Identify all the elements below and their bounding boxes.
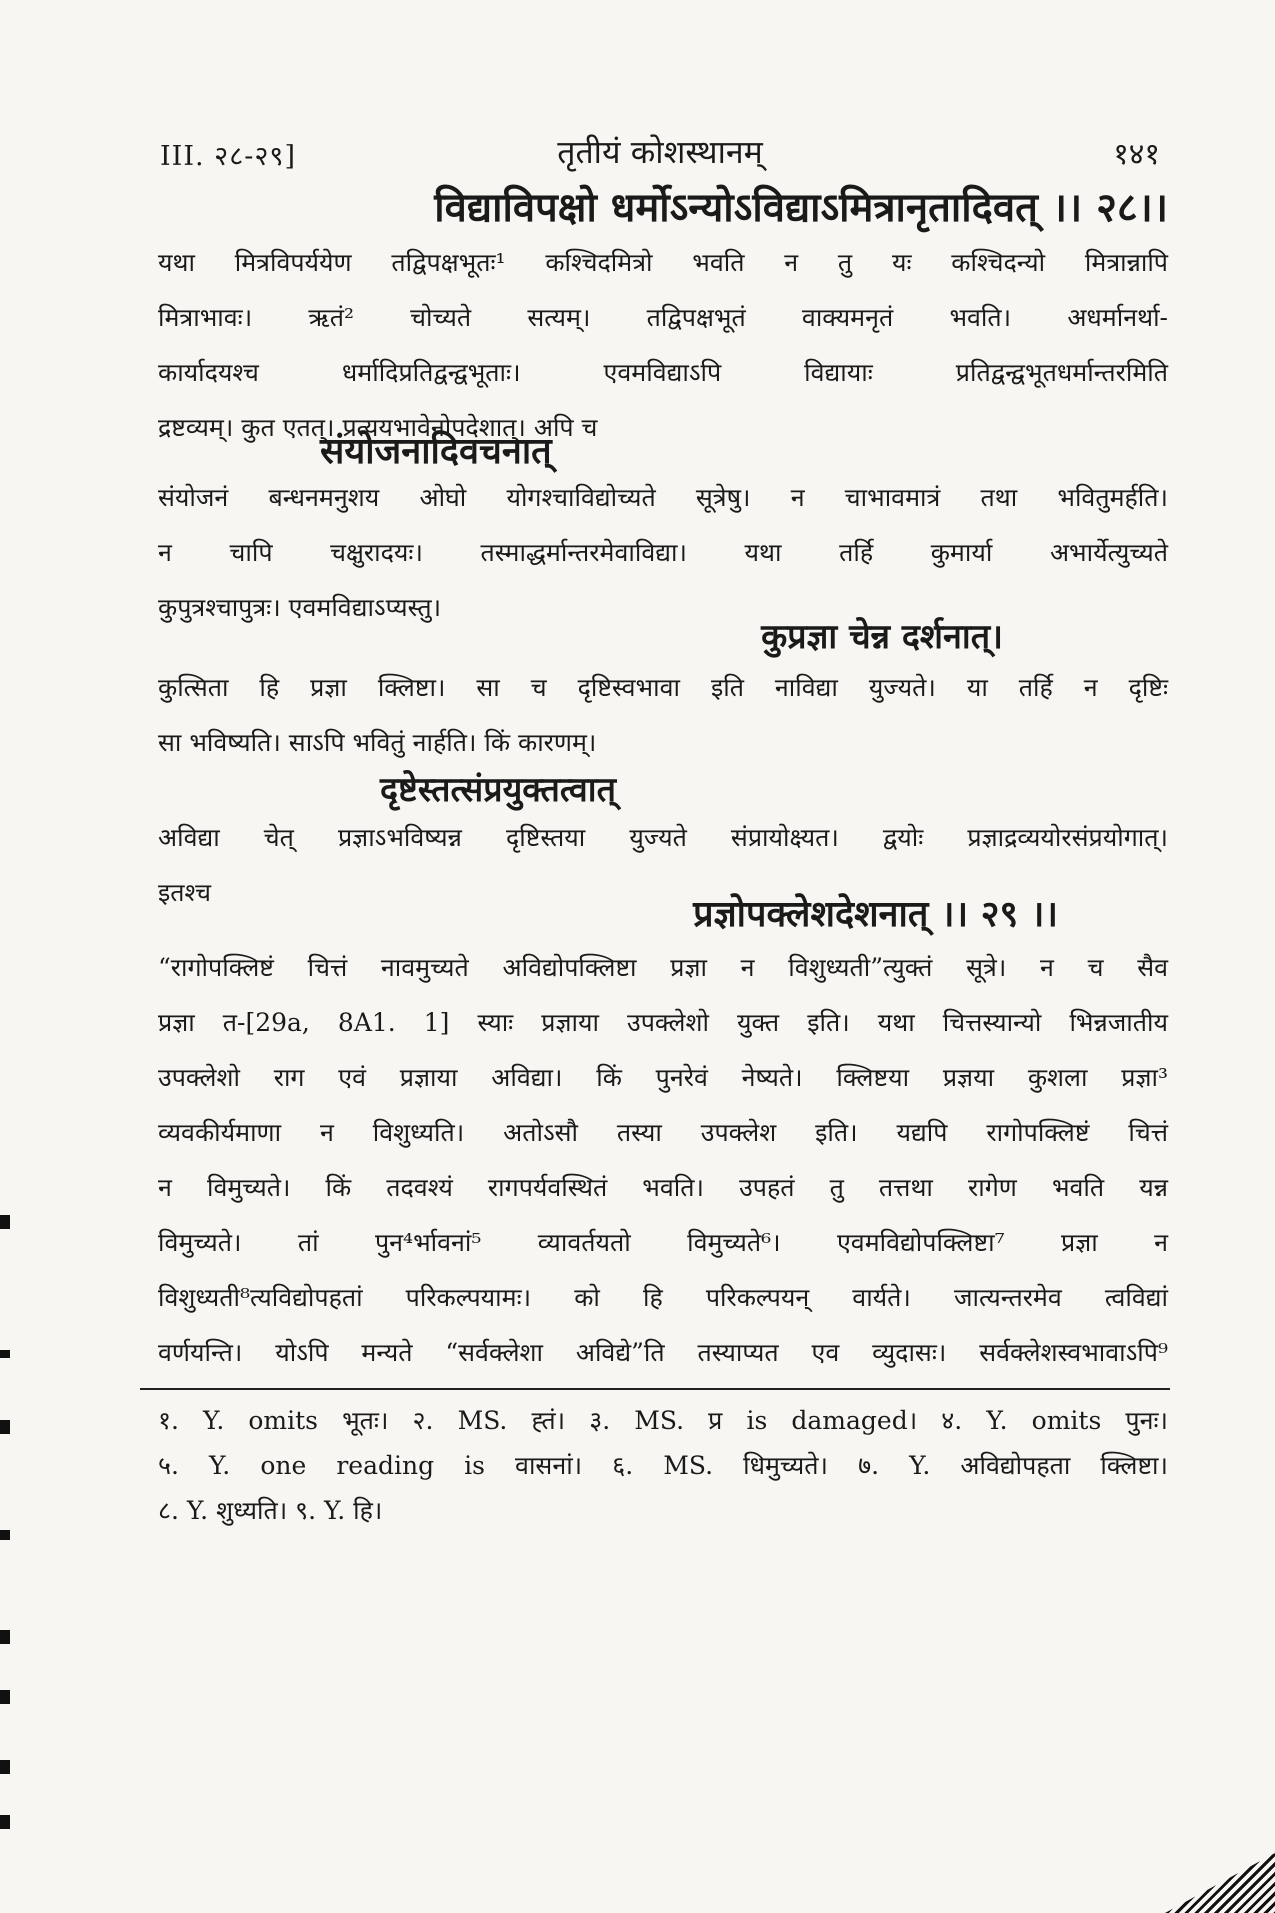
- footnote-line: १. Y. omits भूतः। २. MS. ह्तं। ३. MS. प्र is damaged। ४. Y. omits पुनः।: [158, 1406, 1168, 1435]
- text-line: कार्यादयश्च धर्मादिप्रतिद्वन्द्वभूताः। एवमविद्याऽपि विद्यायाः प्रतिद्वन्द्वभूतधर्मान्तरमिति: [158, 358, 1168, 387]
- text-line: मित्राभावः। ऋतं² चोच्यते सत्यम्। तद्विपक्षभूतं वाक्यमनृतं भवति। अधर्मानर्था-: [158, 303, 1168, 332]
- text-line: कुपुत्रश्चापुत्रः। एवमविद्याऽप्यस्तु।: [158, 593, 442, 622]
- text-line: प्रज्ञा त-[29a, 8A1. 1] स्याः प्रज्ञाया उपक्लेशो युक्त इति। यथा चित्तस्यान्यो भिन्नजातीय: [158, 1008, 1168, 1037]
- section-reference: III. २८-२९]: [160, 141, 296, 172]
- footnote-line: ५. Y. one reading is वासनां। ६. MS. धिमुच्यते। ७. Y. अविद्योपहता क्लिष्टा।: [158, 1451, 1168, 1480]
- text-line: कुत्सिता हि प्रज्ञा क्लिष्टा। सा च दृष्टिस्वभावा इति नाविद्या युज्यते। या तर्हि न दृष्टिः: [158, 673, 1168, 702]
- text-line: विमुच्यते। तां पुन⁴र्भावनां⁵ व्यावर्तयतो विमुच्यते⁶। एवमविद्योपक्लिष्टा⁷ प्रज्ञा न: [158, 1228, 1168, 1257]
- scan-margin-mark: [0, 1530, 10, 1540]
- paragraph-5: [158, 940, 1168, 1380]
- verse-29: प्रज्ञोपक्लेशदेशनात् ।। २९ ।।: [693, 893, 1058, 935]
- scan-margin-mark: [0, 1690, 10, 1704]
- scan-margin-mark: [0, 1215, 10, 1229]
- heading-samyojana: संयोजनादिवचनात्: [320, 430, 552, 472]
- footnote-divider: [140, 1388, 1170, 1390]
- footnotes: [158, 1398, 1168, 1533]
- text-line: “रागोपक्लिष्टं चित्तं नावमुच्यते अविद्योपक्लिष्टा प्रज्ञा न विशुध्यती”त्युक्तं सूत्रे। न च सैव: [158, 953, 1168, 982]
- text-line: न विमुच्यते। किं तदवश्यं रागपर्यवस्थितं भवति। उपहतं तु तत्तथा रागेण भवति यन्न: [158, 1173, 1168, 1202]
- text-line: द्रष्टव्यम्। कुत एतत्। प्रत्ययभावेनोपदेशात्। अपि च: [158, 413, 598, 442]
- text-line: व्यवकीर्यमाणा न विशुध्यति। अतोऽसौ तस्या उपक्लेश इति। यद्यपि रागोपक्लिष्टं चित्तं: [158, 1118, 1168, 1147]
- verse-28: विद्याविपक्षो धर्मोऽन्योऽविद्याऽमित्रानृतादिवत् ।। २८।।: [434, 184, 1168, 231]
- footnote-line: ८. Y. शुध्यति। ९. Y. हि।: [158, 1496, 383, 1525]
- text-line: संयोजनं बन्धनमनुशय ओघो योगश्चाविद्योच्यते सूत्रेषु। न चाभावमात्रं तथा भवितुमर्हति।: [158, 483, 1168, 512]
- text-line: न चापि चक्षुरादयः। तस्माद्धर्मान्तरमेवाविद्या। यथा तर्हि कुमार्या अभार्येत्युच्यते: [158, 538, 1168, 567]
- paragraph-2: [158, 470, 1168, 635]
- text-line: सा भविष्यति। साऽपि भवितुं नार्हति। किं कारणम्।: [158, 728, 597, 757]
- text-line: विशुध्यती⁸त्यविद्योपहतां परिकल्पयामः। को हि परिकल्पयन् वार्यते। जात्यन्तरमेव त्वविद्यां: [158, 1283, 1168, 1312]
- running-header: [160, 130, 1160, 180]
- heading-kuprajna: कुप्रज्ञा चेन्न दर्शनात्।: [761, 617, 1003, 657]
- scan-margin-mark: [0, 1815, 10, 1829]
- text-line: उपक्लेशो राग एवं प्रज्ञाया अविद्या। किं पुनरेवं नेष्यते। क्लिष्टया प्रज्ञया कुशला प्रज्ञा³: [158, 1063, 1168, 1092]
- paragraph-1: [158, 235, 1168, 455]
- scan-margin-mark: [0, 1630, 10, 1644]
- heading-drishti: दृष्टेस्तत्संप्रयुक्तत्वात्: [380, 770, 616, 810]
- text-line: अविद्या चेत् प्रज्ञाऽभविष्यन्न दृष्टिस्तया युज्यते संप्रायोक्ष्यत। द्वयोः प्रज्ञाद्रव्ययोरसंप्रयोगात्।: [158, 823, 1168, 852]
- scan-margin-mark: [0, 1420, 10, 1434]
- text-line: यथा मित्रविपर्ययेण तद्विपक्षभूतः¹ कश्चिदमित्रो भवति न तु यः कश्चिदन्यो मित्रान्नापि: [158, 248, 1168, 277]
- text-line: इतश्च: [158, 878, 212, 907]
- page-number: १४१: [1113, 137, 1160, 172]
- paragraph-3: [158, 660, 1168, 770]
- scan-margin-mark: [0, 1760, 10, 1774]
- chapter-title: तृतीयं कोशस्थानम्: [557, 133, 763, 171]
- scan-corner-artifact: [1165, 1853, 1275, 1913]
- text-line: वर्णयन्ति। योऽपि मन्यते “सर्वक्लेशा अविद्ये”ति तस्याप्यत एव व्युदासः। सर्वक्लेशस्वभावाऽपि⁹: [158, 1338, 1168, 1367]
- scan-margin-mark: [0, 1350, 10, 1358]
